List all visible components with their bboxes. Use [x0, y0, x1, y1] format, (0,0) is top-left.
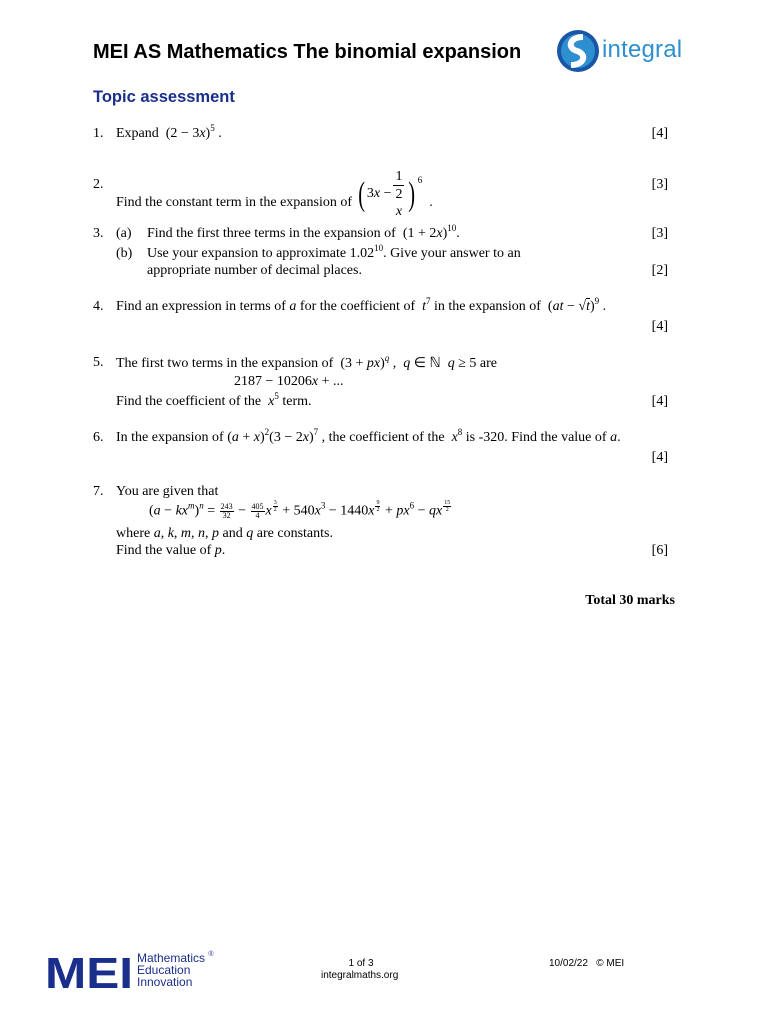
section-heading: Topic assessment: [93, 88, 235, 106]
mei-tagline: [137, 952, 214, 988]
footer-date: [549, 958, 624, 969]
total-marks: Total 30 marks: [585, 593, 675, 608]
question-text: Find the coefficient of the $x^5$ term.: [116, 391, 312, 409]
mei-logo-mark: MEI: [45, 952, 133, 990]
page-title: MEI AS Mathematics The binomial expansion: [93, 41, 522, 63]
part-label: (b): [116, 246, 133, 261]
question-number: 6.: [93, 430, 104, 445]
question-number: 3.: [93, 226, 104, 241]
marks: [3]: [651, 226, 668, 241]
marks: [6]: [651, 543, 668, 558]
part-label: (a): [116, 226, 132, 241]
question-number: 1.: [93, 126, 104, 141]
question-4: [0, 296, 768, 339]
footer-website: integralmaths.org: [321, 970, 399, 981]
question-text: Find the first three terms in the expansion of $(1 + 2x)^{10}$.: [147, 223, 460, 241]
question-text: Find the constant term in the expansion of ( 3x − 1 2 x ) $^6$ .: [116, 169, 433, 219]
mei-tag-line1: Mathematics: [137, 951, 206, 965]
question-number: 2.: [93, 177, 104, 192]
question-number: 7.: [93, 484, 104, 499]
page-number: 1 of 3: [348, 958, 374, 969]
copyright: © MEI: [596, 958, 625, 969]
question-text: In the expansion of $(a + x)^2(3 - 2x)^7$ , the coefficient of the $x^8$ is -320. Find the value of a.: [116, 427, 621, 445]
question-5: [0, 355, 768, 415]
mei-tag-line2: Education: [137, 963, 191, 977]
question-text: Expand $(2 - 3x)^5$ .: [116, 123, 222, 141]
question-text: 2187 − 10206x + ...: [234, 374, 344, 389]
question-6: [0, 427, 768, 470]
date: 10/02/22: [549, 958, 588, 969]
marks: [4]: [651, 126, 668, 141]
question-7: [0, 484, 768, 564]
question-text: The first two terms in the expansion of (3 + px)$^q$ , q ∈ ℕ q ≥ 5 are: [116, 353, 497, 371]
integral-logo-text: integral: [602, 36, 683, 63]
question-number: 4.: [93, 299, 104, 314]
question-text: Use your expansion to approximate 1.02$^{10}$. Give your answer to an: [147, 243, 521, 261]
question-text: where a, k, m, n, p and q are constants.: [116, 526, 333, 541]
question-equation: $(a - kx^m)^n$ = $\frac{243}{32}$ − $\frac{405}{4}$ x $^{\frac{3}{2}}$ + $540x^3 - 1440x$ $^{\frac{9}{2}}$ + $px^6$ − qx $^{\frac{15}{2}}$: [149, 500, 451, 520]
question-3: [0, 223, 768, 286]
mei-logo: [45, 952, 135, 990]
registered-mark: ®: [208, 951, 214, 958]
question-text: appropriate number of decimal places.: [147, 263, 362, 278]
marks: [3]: [651, 177, 668, 192]
question-2: [0, 166, 768, 219]
mei-tag-line3: Innovation: [137, 975, 193, 989]
marks: [2]: [651, 263, 668, 278]
marks: [4]: [651, 394, 668, 409]
marks: [4]: [651, 319, 668, 334]
question-text: You are given that: [116, 484, 219, 499]
marks: [4]: [651, 450, 668, 465]
question-text: Find an expression in terms of a for the coefficient of $t^7$ in the expansion of (at − √t)$^9$ .: [116, 296, 607, 314]
question-text: Find the value of p.: [116, 543, 226, 558]
question-number: 5.: [93, 355, 104, 370]
